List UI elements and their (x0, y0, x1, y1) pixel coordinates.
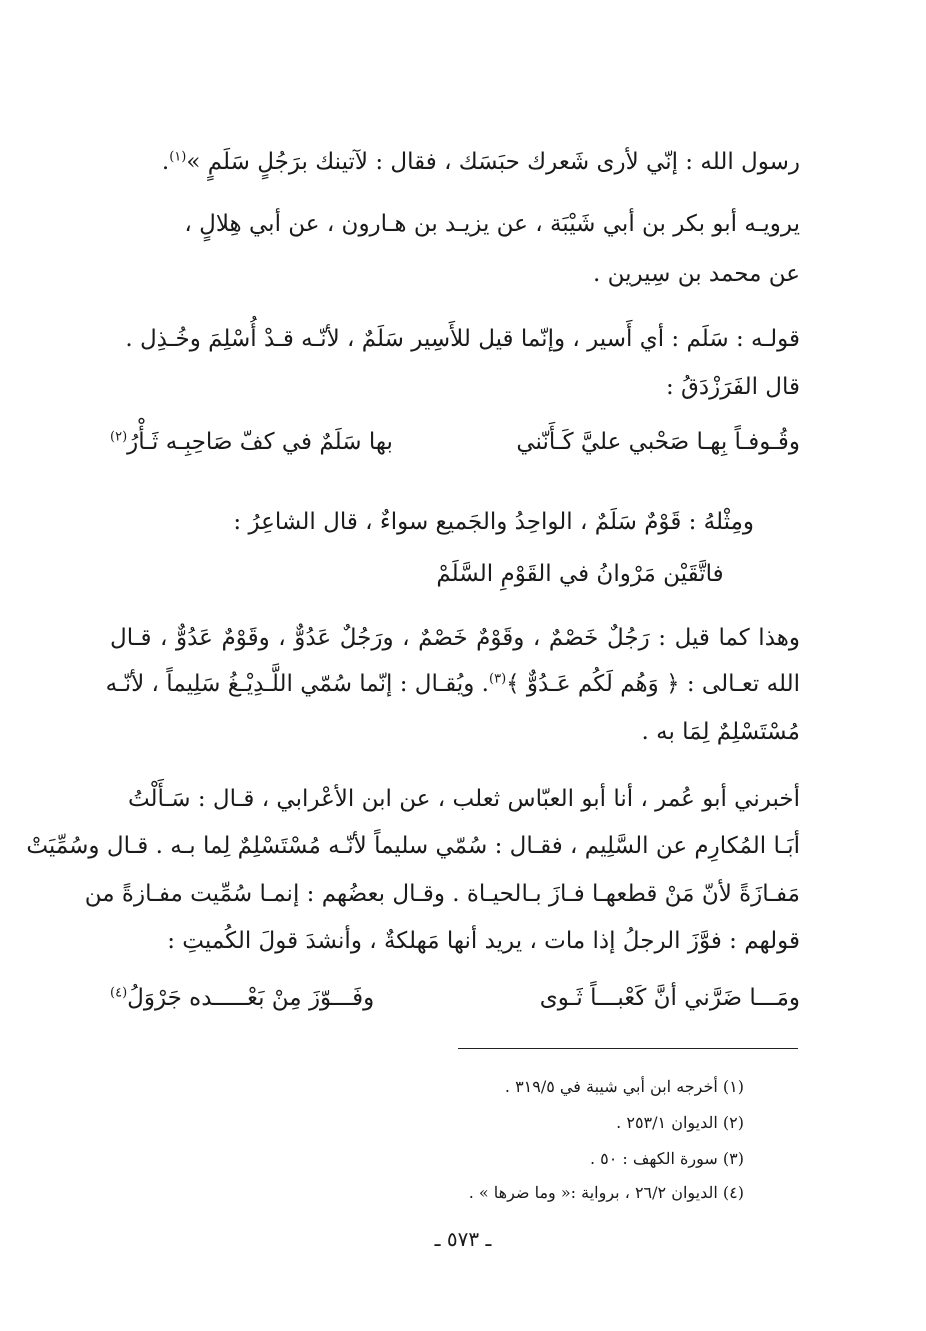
verse-1-first-hemistich: وقُـوفـاً بِهـا صَحْبي عليَّ كَـأَنّني (516, 429, 800, 455)
footnote-separator (458, 1048, 798, 1049)
paragraph-2-line-2: عن محمد بن سِيرين . (592, 261, 800, 287)
footnote-4: (٤) الديوان ٢٦/٢ ، برواية :« وما ضرها » . (468, 1183, 744, 1202)
paragraph-5-line-2 (105, 668, 800, 700)
footnote-ref-3: (٣) (489, 671, 507, 687)
verse-1-second-hemistich (110, 426, 393, 458)
paragraph-5-line-3: مُسْتَسْلِمٌ لِمَا به . (641, 719, 800, 745)
footnote-ref-4: (٤) (110, 985, 128, 1001)
verse-2-first-hemistich: ومَـــا ضَرَّني أنَّ كَعْبـــاً ثَـوى (539, 985, 800, 1011)
verse-2-second-hemistich (110, 982, 374, 1014)
paragraph-6-line-4: قولهم : فوَّزَ الرجلُ إذا مات ، يريد أنها مَهلكةٌ ، وأنشدَ قولَ الكُميتِ : (167, 928, 800, 954)
paragraph-2-line-1: يرويـه أبو بكر بن أبي شَيْبَة ، عن يزيـد بن هـارون ، عن أبي هِلالٍ ، (184, 211, 800, 237)
half-verse: فاتَّقَيْن مَرْوانُ في القَوْمِ السَّلَمْ (436, 561, 724, 587)
page-number: ـ ٥٧٣ ـ (434, 1227, 492, 1251)
paragraph-6-line-3: مَفـازَةً لأنّ مَنْ قطعهـا فـازَ بـالحيـاة . وقـال بعضُهم : إنمـا سُمِّيت مفـازةً من (84, 881, 800, 907)
paragraph-4-line-1: ومِثْلهُ : قَوْمٌ سَلَمٌ ، الواحِدُ والجَميع سواءٌ ، قال الشاعِرُ : (233, 509, 754, 535)
footnote-2: (٢) الديوان ٢٥٣/١ . (616, 1113, 744, 1132)
footnote-ref-2: (٢) (110, 429, 128, 445)
paragraph-6-line-2: أبَـا المُكارِم عن السَّلِيم ، فقـال : سُمّي سليماً لأنّـه مُسْتَسْلِمٌ لِما بـه . قـال وسُمِّيَتْ (26, 833, 800, 859)
footnote-ref-1: (١) (169, 149, 187, 165)
verse-1 (110, 426, 800, 458)
footnote-1: (١) أخرجه ابن أبي شيبة في ٣١٩/٥ . (504, 1077, 744, 1096)
text-run: رسول الله : إنّي لأرى شَعرك حبَسَك ، فقال : لآتينك برَجُلٍ سَلَمٍ » (186, 149, 800, 175)
text-run: . (161, 149, 170, 175)
verse-2 (110, 982, 800, 1014)
text-run: بها سَلَمٌ في كفّ صَاحِبِـه ثَـأْرُ (127, 429, 393, 455)
paragraph-3-line-2: قال الفَرَزْدَقُ : (665, 374, 800, 400)
text-run: وفَـــوّزَ مِنْ بَعْـــــده جَرْوَلُ (127, 985, 375, 1011)
paragraph-5-line-1: وهذا كما قيل : رَجُلٌ خَصْمٌ ، وقَوْمٌ خَصْمٌ ، ورَجُلٌ عَدُوٌّ ، وقَوْمٌ عَدُوٌّ ، قـال (110, 625, 800, 651)
paragraph-6-line-1: أخبرني أبو عُمر ، أنا أبو العبّاس ثعلب ، عن ابن الأعْرابي ، قـال : سَـأَلْتُ (127, 786, 800, 812)
text-run: . ويُقـال : إنّما سُمّي اللَّـدِيْـغُ سَلِيماً ، لأنّـه (105, 671, 489, 697)
paragraph-3-line-1: قولـه : سَلَم : أي أَسير ، وإنّما قيل للأَسِير سَلَمٌ ، لأنّـه قـدْ أُسْلِمَ وخُـذِل . (125, 326, 800, 352)
footnote-3: (٣) سورة الكهف : ٥٠ . (589, 1149, 744, 1168)
text-run: الله تعـالى : ﴿ وَهُم لَكُم عَـدُوٌّ ﴾ (506, 671, 800, 697)
paragraph-1-line-1 (110, 146, 800, 178)
